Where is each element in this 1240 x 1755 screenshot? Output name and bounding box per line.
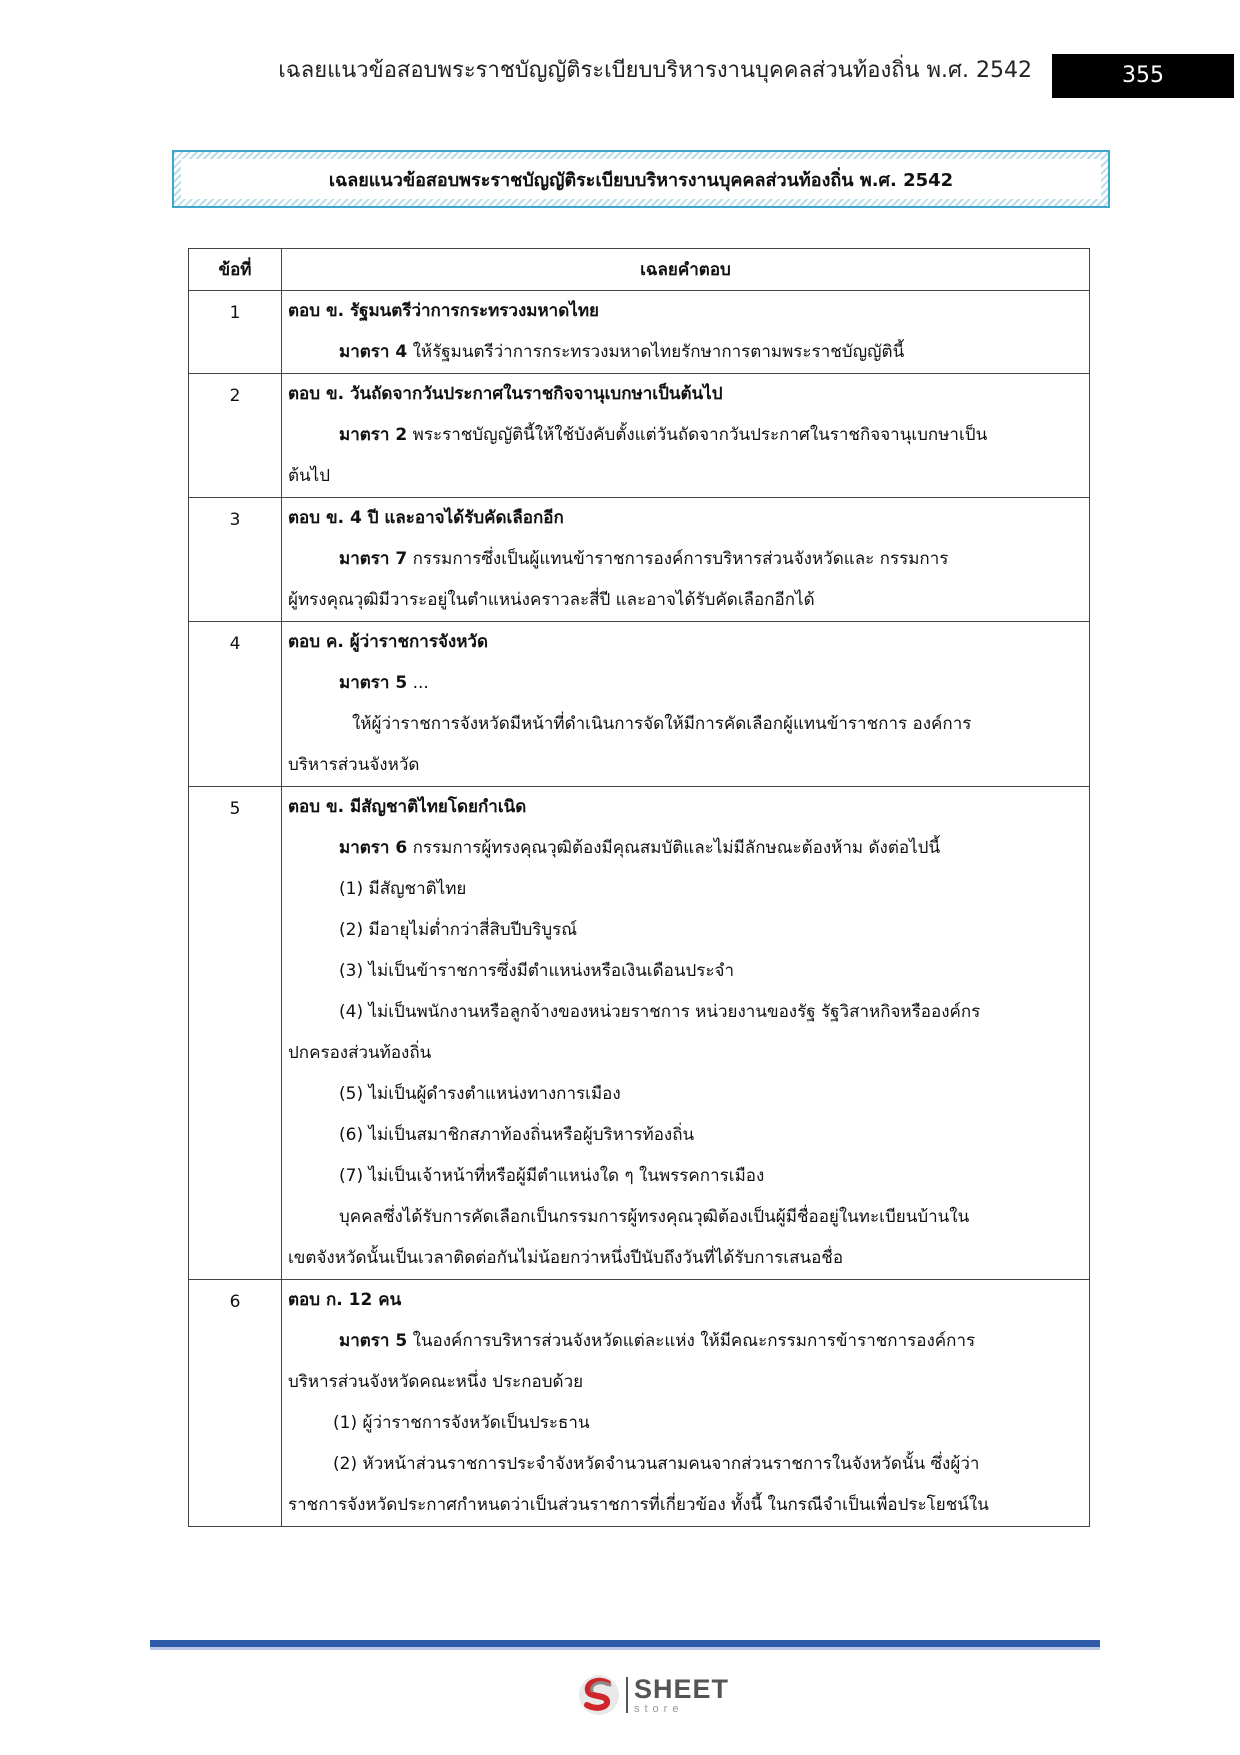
answer-choice: ตอบ ก. 12 คน [288, 1290, 402, 1310]
explanation-line: มาตรา 6 กรรมการผู้ทรงคุณวุฒิต้องมีคุณสมบัติและไม่มีลักษณะต้องห้าม ดังต่อไปนี้ [339, 838, 941, 858]
answer-choice: ตอบ ค. ผู้ว่าราชการจังหวัด [288, 632, 488, 652]
answer-table [188, 248, 1090, 1527]
explanation-line: ผู้ทรงคุณวุฒิมีวาระอยู่ในตำแหน่งคราวละสี่ปี และอาจได้รับคัดเลือกอีกได้ [288, 590, 815, 610]
answer-cell [282, 498, 1090, 622]
answer-choice: ตอบ ข. รัฐมนตรีว่าการกระทรวงมหาดไทย [288, 301, 599, 321]
table-row [189, 1280, 1090, 1527]
explanation-line: (4) ไม่เป็นพนักงานหรือลูกจ้างของหน่วยราชการ หน่วยงานของรัฐ รัฐวิสาหกิจหรือองค์กร [339, 1002, 981, 1022]
footer-bar [150, 1640, 1100, 1647]
explanation-line: (7) ไม่เป็นเจ้าหน้าที่หรือผู้มีตำแหน่งใด ๆ ในพรรคการเมือง [339, 1166, 765, 1186]
logo-subtext: store [634, 1702, 684, 1715]
section-reference: มาตรา 2 [339, 425, 408, 445]
explanation-line: (1) มีสัญชาติไทย [339, 879, 467, 899]
answer-cell [282, 622, 1090, 787]
section-reference: มาตรา 4 [339, 342, 408, 362]
explanation-line: ต้นไป [288, 466, 331, 486]
explanation-line: (3) ไม่เป็นข้าราชการซึ่งมีตำแหน่งหรือเงินเดือนประจำ [339, 961, 735, 981]
section-reference: มาตรา 5 [339, 1331, 408, 1351]
sheet-logo-icon [576, 1672, 622, 1718]
answer-cell [282, 787, 1090, 1280]
question-number: 4 [189, 622, 282, 787]
explanation-line: บริหารส่วนจังหวัด [288, 755, 420, 775]
question-number: 3 [189, 498, 282, 622]
section-title: เฉลยแนวข้อสอบพระราชบัญญัติระเบียบบริหารงานบุคคลส่วนท้องถิ่น พ.ศ. 2542 [181, 159, 1101, 199]
explanation-line: (2) มีอายุไม่ต่ำกว่าสี่สิบปีบริบูรณ์ [339, 920, 578, 940]
explanation-line: ให้ผู้ว่าราชการจังหวัดมีหน้าที่ดำเนินการจัดให้มีการคัดเลือกผู้แทนข้าราชการ องค์การ [352, 714, 972, 734]
table-row [189, 498, 1090, 622]
explanation-line: ปกครองส่วนท้องถิ่น [288, 1043, 432, 1063]
explanation-line: บุคคลซึ่งได้รับการคัดเลือกเป็นกรรมการผู้ทรงคุณวุฒิต้องเป็นผู้มีชื่ออยู่ในทะเบียนบ้านใน [339, 1207, 970, 1227]
question-number: 1 [189, 291, 282, 374]
question-number: 5 [189, 787, 282, 1280]
explanation-line: มาตรา 7 กรรมการซึ่งเป็นผู้แทนข้าราชการองค์การบริหารส่วนจังหวัดและ กรรมการ [339, 549, 949, 569]
answer-choice: ตอบ ข. วันถัดจากวันประกาศในราชกิจจานุเบกษาเป็นต้นไป [288, 384, 723, 404]
section-reference: มาตรา 7 [339, 549, 408, 569]
explanation-line: (1) ผู้ว่าราชการจังหวัดเป็นประธาน [333, 1413, 590, 1433]
answer-cell [282, 374, 1090, 498]
explanation-line: มาตรา 5 ... [339, 673, 429, 693]
section-reference: มาตรา 6 [339, 838, 408, 858]
column-header-answer: เฉลยคำตอบ [282, 249, 1090, 291]
explanation-line: บริหารส่วนจังหวัดคณะหนึ่ง ประกอบด้วย [288, 1372, 584, 1392]
footer-bar-shadow [150, 1647, 1100, 1650]
answer-cell [282, 1280, 1090, 1527]
running-header-title: เฉลยแนวข้อสอบพระราชบัญญัติระเบียบบริหารงานบุคคลส่วนท้องถิ่น พ.ศ. 2542 [278, 58, 1032, 83]
logo-text: SHEET [634, 1673, 730, 1704]
table-row [189, 291, 1090, 374]
explanation-line: เขตจังหวัดนั้นเป็นเวลาติดต่อกันไม่น้อยกว่าหนึ่งปีนับถึงวันที่ได้รับการเสนอชื่อ [288, 1248, 844, 1268]
answer-choice: ตอบ ข. 4 ปี และอาจได้รับคัดเลือกอีก [288, 508, 564, 528]
question-number: 2 [189, 374, 282, 498]
section-reference: มาตรา 5 [339, 673, 408, 693]
column-header-number: ข้อที่ [189, 249, 282, 291]
table-row [189, 374, 1090, 498]
explanation-line: ราชการจังหวัดประกาศกำหนดว่าเป็นส่วนราชการที่เกี่ยวข้อง ทั้งนี้ ในกรณีจำเป็นเพื่อประโยชน์ใน [288, 1495, 989, 1515]
explanation-line: มาตรา 5 ในองค์การบริหารส่วนจังหวัดแต่ละแห่ง ให้มีคณะกรรมการข้าราชการองค์การ [339, 1331, 976, 1351]
table-row [189, 787, 1090, 1280]
answer-cell [282, 291, 1090, 374]
explanation-line: มาตรา 2 พระราชบัญญัตินี้ให้ใช้บังคับตั้งแต่วันถัดจากวันประกาศในราชกิจจานุเบกษาเป็น [339, 425, 988, 445]
explanation-line: (6) ไม่เป็นสมาชิกสภาท้องถิ่นหรือผู้บริหารท้องถิ่น [339, 1125, 695, 1145]
question-number: 6 [189, 1280, 282, 1527]
explanation-line: (2) หัวหน้าส่วนราชการประจำจังหวัดจำนวนสามคนจากส่วนราชการในจังหวัดนั้น ซึ่งผู้ว่า [333, 1454, 980, 1474]
explanation-line: (5) ไม่เป็นผู้ดำรงตำแหน่งทางการเมือง [339, 1084, 621, 1104]
explanation-line: มาตรา 4 ให้รัฐมนตรีว่าการกระทรวงมหาดไทยรักษาการตามพระราชบัญญัตินี้ [339, 342, 905, 362]
section-title-box [172, 150, 1110, 208]
answer-choice: ตอบ ข. มีสัญชาติไทยโดยกำเนิด [288, 797, 527, 817]
sheet-store-logo [576, 1670, 746, 1720]
page-number: 355 [1052, 54, 1234, 98]
table-header-row [189, 249, 1090, 291]
table-row [189, 622, 1090, 787]
logo-separator [626, 1677, 628, 1713]
